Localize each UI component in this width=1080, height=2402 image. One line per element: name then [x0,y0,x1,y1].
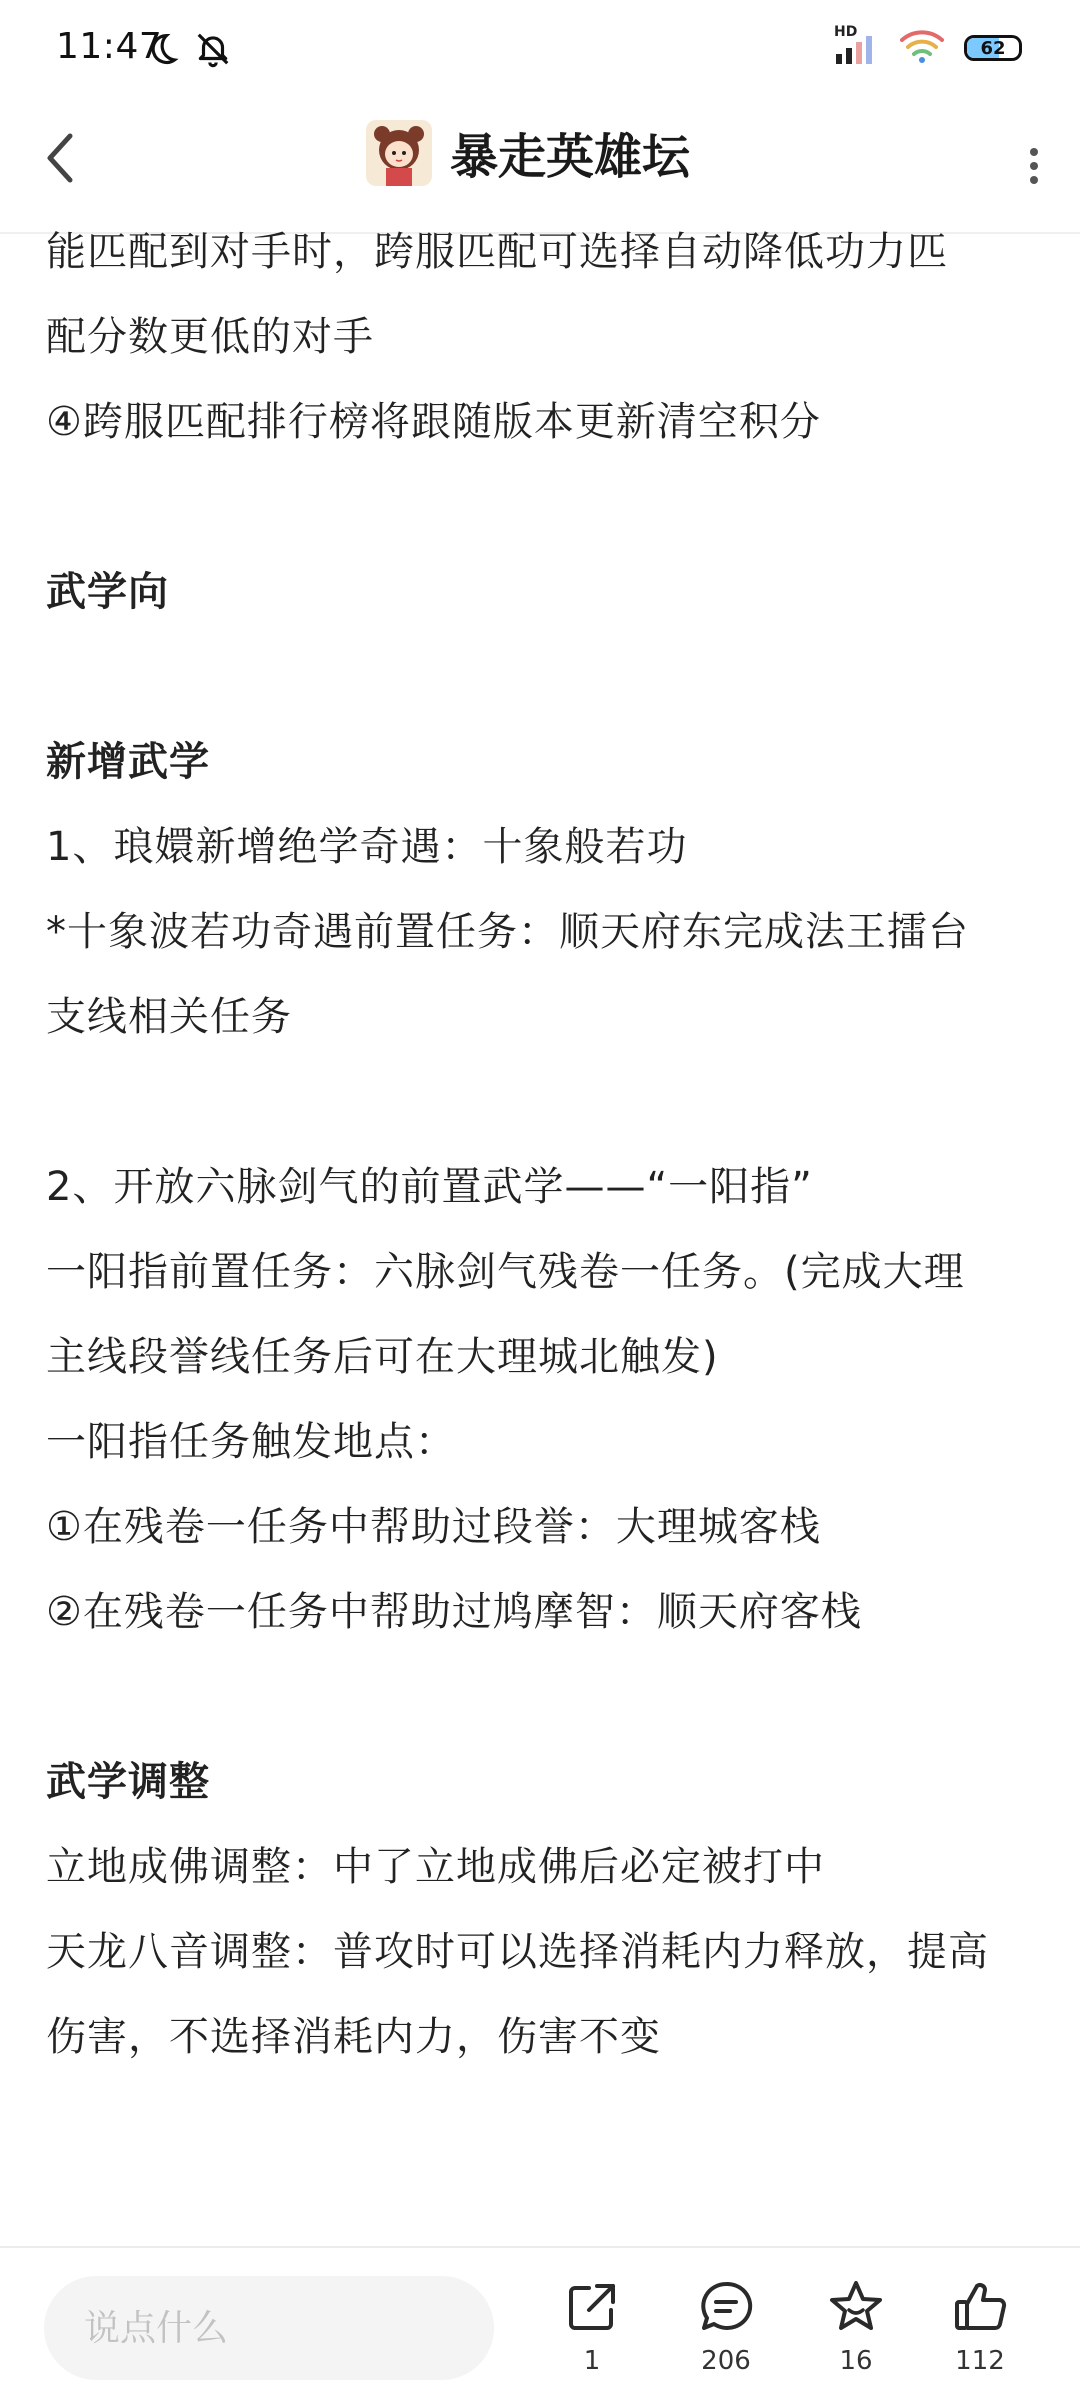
comment-button[interactable] [666,2278,786,2376]
section-heading: 武学调整 [46,1759,210,1805]
more-vertical-icon [1028,146,1040,190]
chevron-left-icon [42,132,78,188]
wifi-icon [900,28,944,68]
hd-label: HD [834,24,858,40]
share-count: 1 [583,2346,601,2376]
share-icon [563,2278,621,2340]
like-count: 112 [955,2346,1005,2376]
content-line: ④跨服匹配排行榜将跟随版本更新清空积分 [46,399,821,445]
like-button[interactable] [920,2278,1040,2376]
page-title: 暴走英雄坛 [450,129,691,185]
favorite-button[interactable] [796,2278,916,2376]
content-line: 一阳指任务触发地点： [46,1419,456,1465]
battery-icon [964,35,1022,61]
content-line: ②在残卷一任务中帮助过鸠摩智：顺天府客栈 [46,1589,862,1635]
content-line: 2、开放六脉剑气的前置武学——“一阳指” [46,1164,813,1210]
thumbs-up-icon [951,2278,1009,2340]
status-bar [0,0,1080,96]
section-heading: 新增武学 [46,739,210,785]
content-line: 能匹配到对手时，跨服匹配可选择自动降低功力匹 [46,229,948,275]
content-line: 主线段誉线任务后可在大理城北触发) [46,1334,719,1380]
star-icon [827,2278,885,2340]
moon-icon [142,30,180,72]
content-line: 配分数更低的对手 [46,314,374,360]
comment-input[interactable] [44,2276,494,2380]
status-right-icons [834,24,1022,68]
silent-bell-icon [194,30,232,72]
back-button[interactable] [30,128,90,192]
nav-title-group[interactable] [366,118,690,187]
content-line: 支线相关任务 [46,994,292,1040]
content-line: *十象波若功奇遇前置任务：顺天府东完成法王擂台 [46,909,969,955]
post-content [0,218,1080,2246]
hd-signal-icon [834,24,880,68]
status-time: 11:47 [56,26,163,67]
bottom-action-bar [0,2246,1080,2402]
content-line: 1、琅嬛新增绝学奇遇：十象般若功 [46,824,688,870]
battery-level: 62 [980,37,1006,59]
content-line: 伤害，不选择消耗内力，伤害不变 [46,2014,661,2060]
content-line: 一阳指前置任务：六脉剑气残卷一任务。(完成大理 [46,1249,965,1295]
section-heading: 武学向 [46,569,169,615]
nav-bar [0,96,1080,234]
comment-count: 206 [701,2346,751,2376]
content-line: 立地成佛调整：中了立地成佛后必定被打中 [46,1844,825,1890]
content-line: 天龙八音调整：普攻时可以选择消耗内力释放，提高 [46,1929,989,1975]
forum-avatar[interactable] [366,120,432,186]
comment-bubble-icon [697,2278,755,2340]
favorite-count: 16 [839,2346,873,2376]
more-button[interactable] [1010,136,1058,200]
share-button[interactable] [532,2278,652,2376]
status-left-icons [142,30,232,72]
content-line: ①在残卷一任务中帮助过段誉：大理城客栈 [46,1504,821,1550]
